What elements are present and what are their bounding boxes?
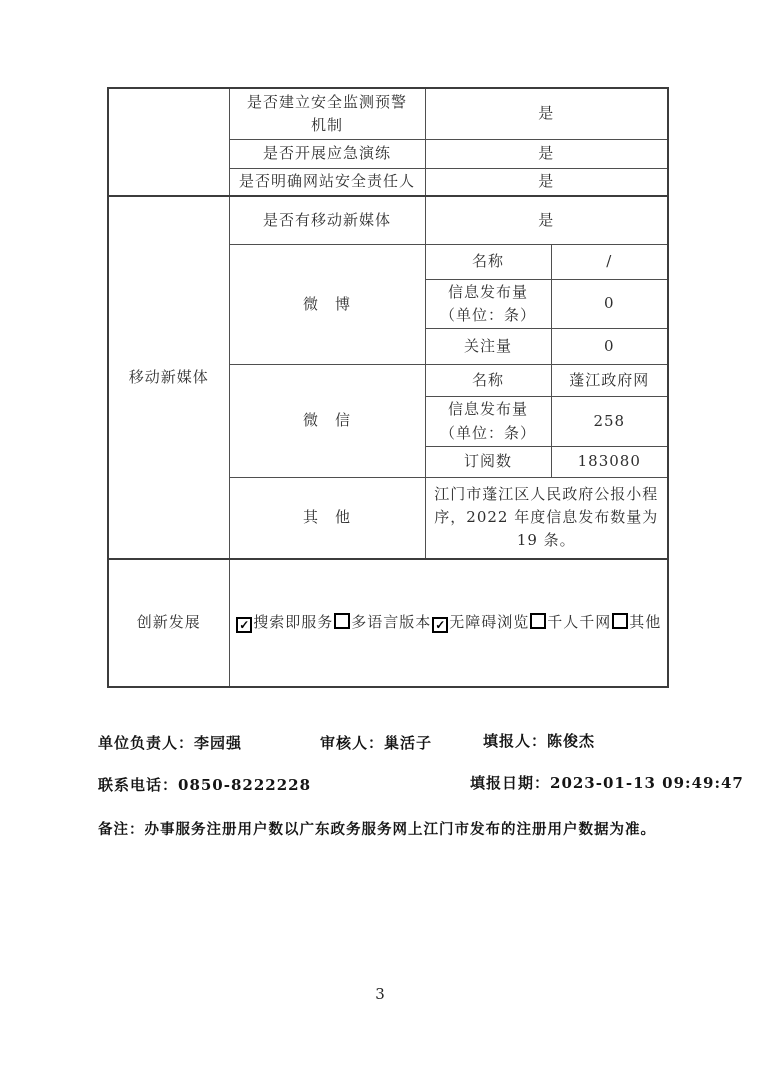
security-section-label-cell bbox=[108, 88, 229, 196]
wechat-subscribers-label: 订阅数 bbox=[425, 447, 551, 478]
other-media-value: 江门市蓬江区人民政府公报小程序，2022 年度信息发布数量为 19 条。 bbox=[425, 478, 668, 559]
question-security-officer: 是否明确网站安全责任人 bbox=[229, 168, 425, 196]
checkbox-label: 无障碍浏览 bbox=[449, 612, 530, 631]
checkbox-unchecked-icon bbox=[334, 613, 350, 629]
phone-line: 联系电话：0850-8222228 bbox=[98, 776, 312, 794]
wechat-volume-value: 258 bbox=[551, 397, 668, 447]
wechat-subscribers-value: 183080 bbox=[551, 447, 668, 478]
answer-emergency-drill: 是 bbox=[425, 139, 668, 168]
question-security-monitoring bbox=[229, 88, 425, 139]
wechat-name-label: 名称 bbox=[425, 365, 551, 397]
answer-security-monitoring: 是 bbox=[425, 88, 668, 139]
answer-security-officer: 是 bbox=[425, 168, 668, 196]
label-line: 信息发布量 bbox=[447, 400, 528, 419]
weibo-volume-value: 0 bbox=[551, 279, 668, 329]
reviewer-line: 审核人：巢活子 bbox=[320, 734, 433, 752]
question-emergency-drill: 是否开展应急演练 bbox=[229, 139, 425, 168]
checkbox-label: 搜索即服务 bbox=[253, 612, 334, 631]
checkbox-label: 多语言版本 bbox=[351, 612, 432, 631]
section-label-mobile-media: 移动新媒体 bbox=[108, 196, 229, 559]
checkbox-unchecked-icon bbox=[612, 613, 628, 629]
weibo-name-label: 名称 bbox=[425, 244, 551, 279]
checkbox-label: 千人千网 bbox=[547, 612, 612, 631]
question-has-mobile-media: 是否有移动新媒体 bbox=[229, 196, 425, 244]
checkbox-label: 其他 bbox=[629, 612, 662, 631]
label-line: （单位：条） bbox=[439, 305, 536, 324]
report-date-line: 填报日期：2023-01-13 09:49:47 bbox=[470, 774, 744, 792]
question-line: 机制 bbox=[310, 115, 343, 134]
label-line: （单位：条） bbox=[439, 423, 536, 442]
innovation-option bbox=[529, 613, 611, 631]
unit-head-line: 单位负责人：李园强 bbox=[98, 734, 243, 752]
innovation-options-cell bbox=[229, 559, 668, 687]
wechat-volume-label bbox=[425, 397, 551, 447]
question-line: 是否建立安全监测预警 bbox=[246, 92, 407, 111]
wechat-name-value: 蓬江政府网 bbox=[551, 365, 668, 397]
report-table bbox=[107, 87, 669, 688]
innovation-option bbox=[333, 613, 431, 631]
note-line: 备注：办事服务注册用户数以广东政务服务网上江门市发布的注册用户数据为准。 bbox=[98, 821, 656, 838]
checkbox-unchecked-icon bbox=[530, 613, 546, 629]
section-label-innovation: 创新发展 bbox=[108, 559, 229, 687]
weibo-label-cell: 微 博 bbox=[229, 244, 425, 365]
weibo-followers-label: 关注量 bbox=[425, 329, 551, 365]
checkbox-checked-icon: ✓ bbox=[432, 617, 448, 633]
innovation-option bbox=[611, 613, 661, 631]
filler-line: 填报人：陈俊杰 bbox=[483, 732, 596, 750]
weibo-name-value: / bbox=[551, 244, 668, 279]
page-number: 3 bbox=[375, 985, 385, 1003]
weibo-volume-label bbox=[425, 279, 551, 329]
innovation-option bbox=[431, 613, 529, 631]
other-media-label-cell: 其 他 bbox=[229, 478, 425, 559]
answer-has-mobile-media: 是 bbox=[425, 196, 668, 244]
innovation-option bbox=[235, 613, 333, 631]
weibo-followers-value: 0 bbox=[551, 329, 668, 365]
checkbox-checked-icon: ✓ bbox=[236, 617, 252, 633]
wechat-label-cell: 微 信 bbox=[229, 365, 425, 478]
label-line: 信息发布量 bbox=[447, 282, 528, 301]
